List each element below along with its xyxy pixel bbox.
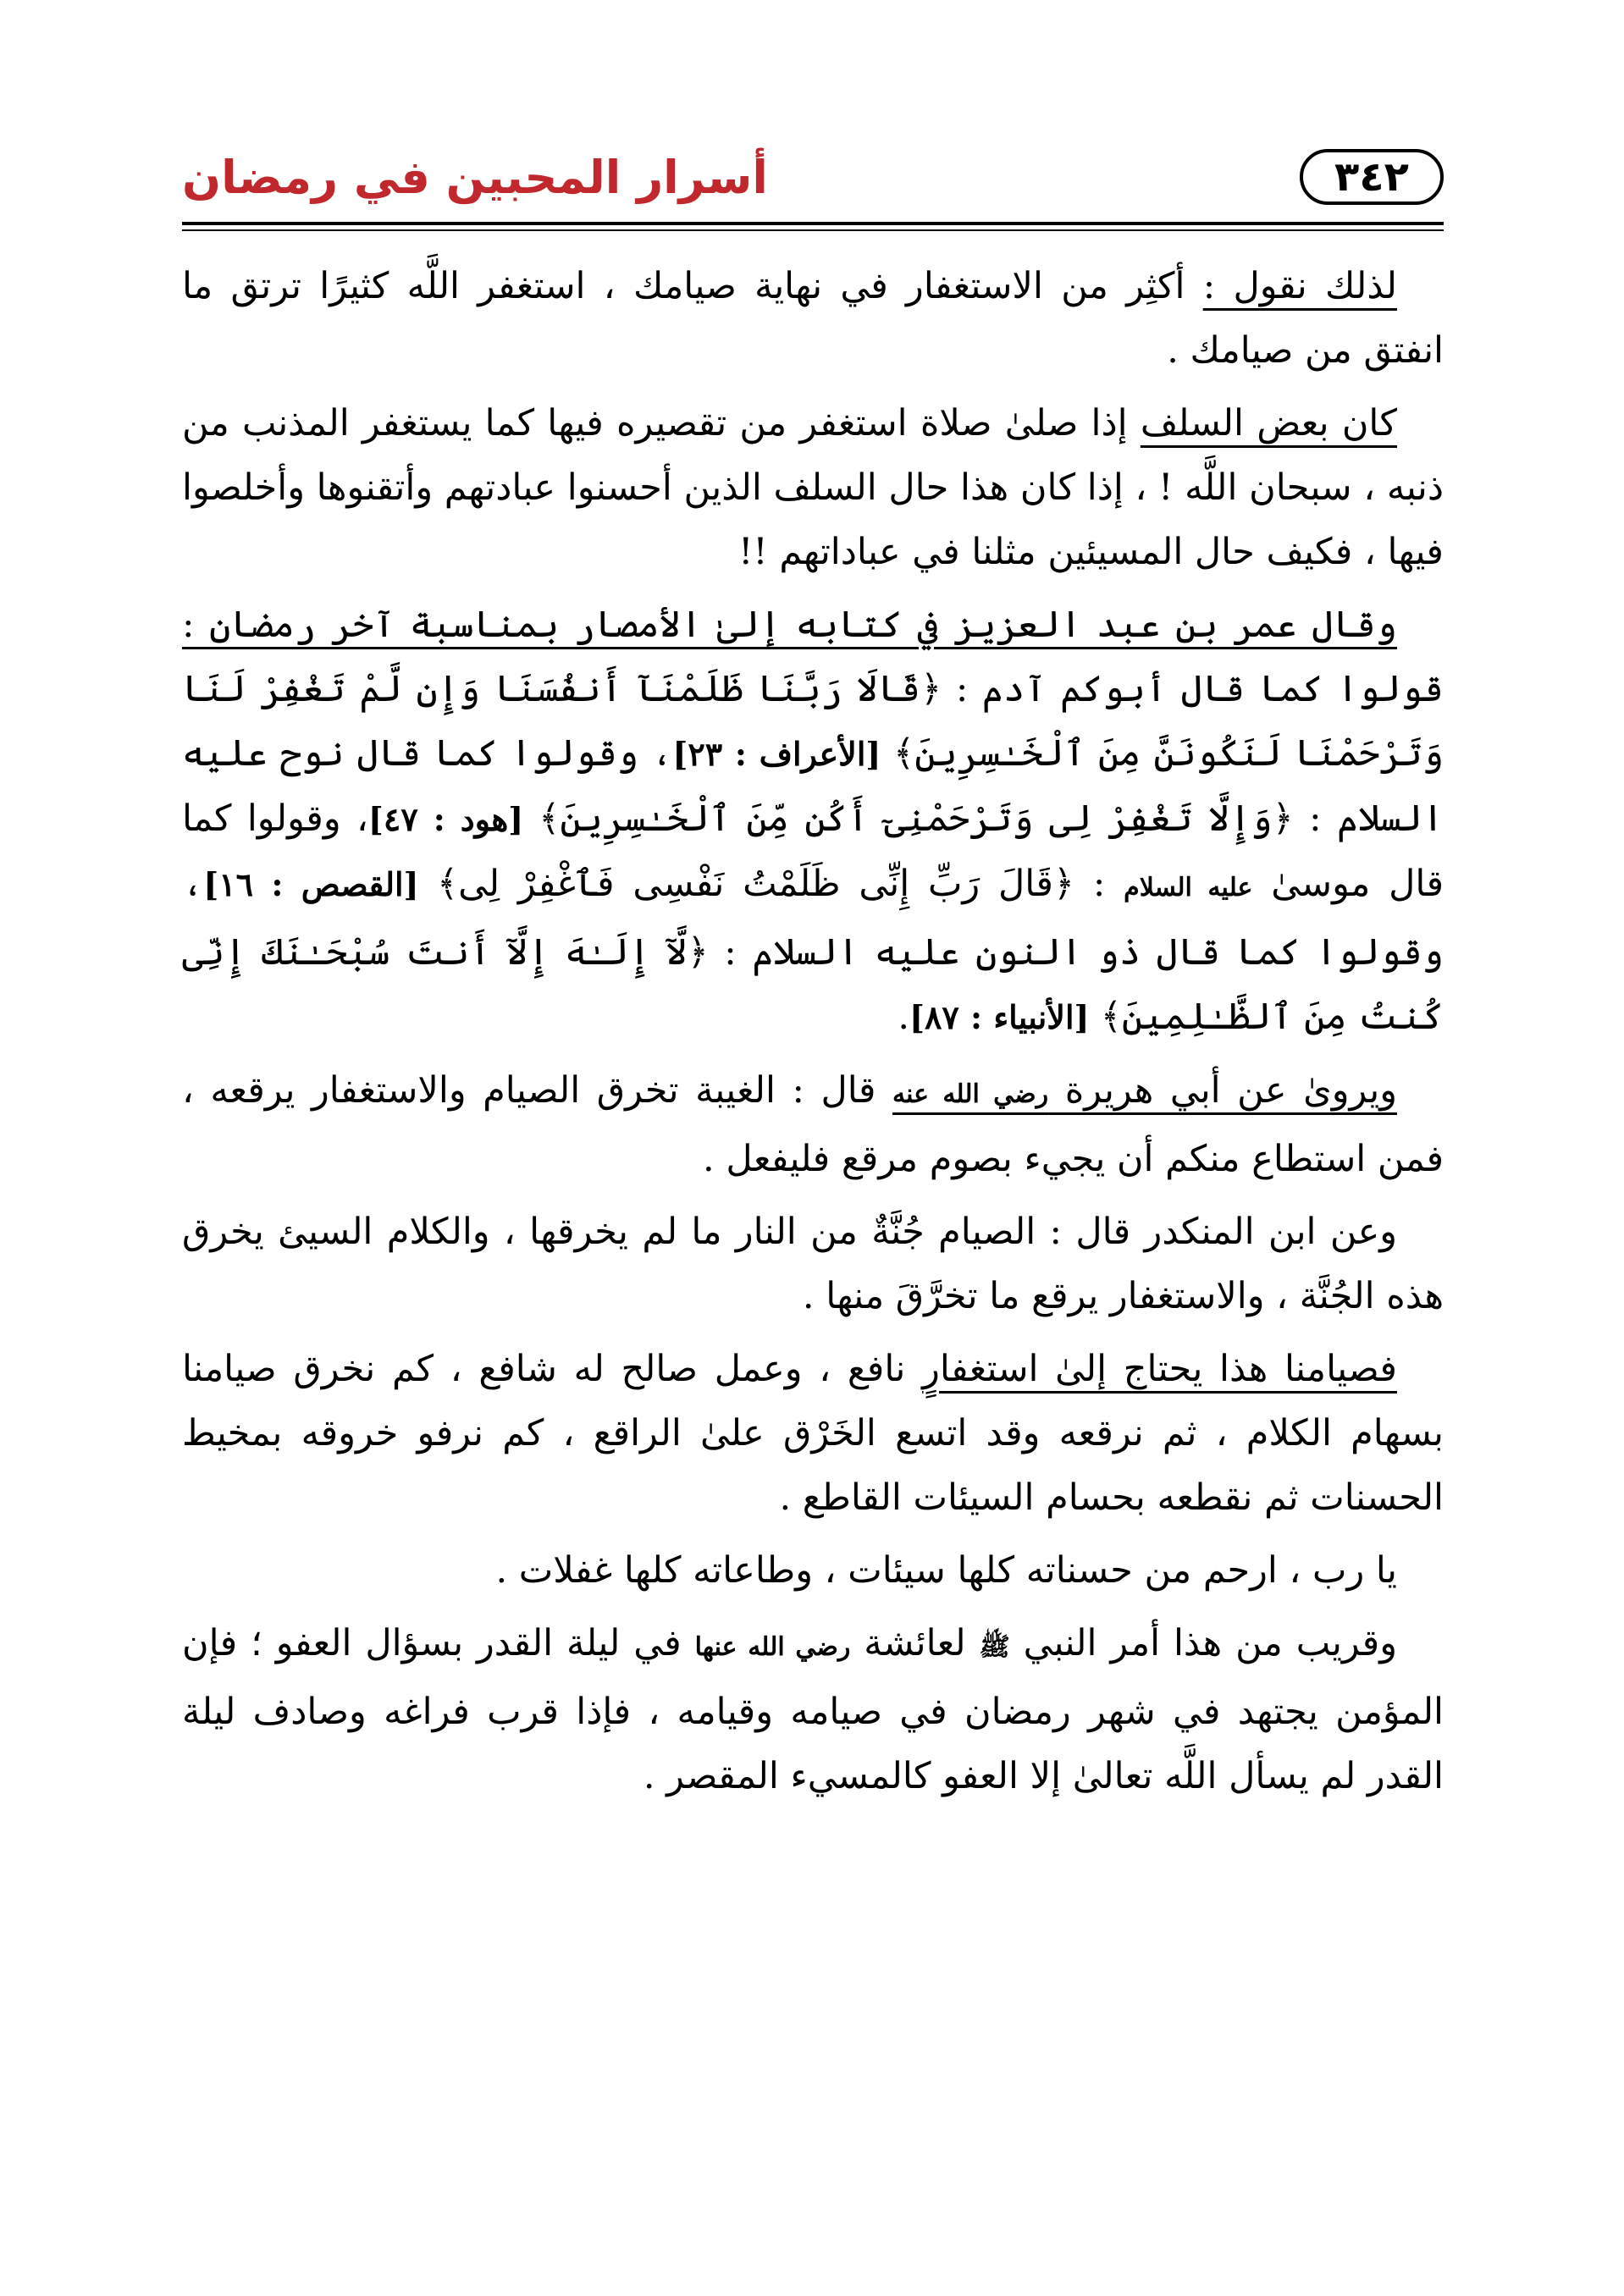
page-header [182, 142, 1444, 223]
paragraph-7 [182, 1538, 1444, 1603]
paragraph-3 [182, 593, 1444, 1050]
quran-verse-4: ﴿لَّآ إِلَـٰهَ إِلَّآ أَنتَ سُبْحَـٰنَكَ إِنِّى كُنتُ مِنَ ٱلظَّـٰلِمِينَ﴾ [182, 931, 1444, 1038]
paragraph-8-text-1: وقريب من هذا أمر النبي [1009, 1622, 1397, 1664]
paragraph-7-text: يا رب ، ارحم من حسناته كلها سيئات ، وطاعاته كلها غفلات . [495, 1549, 1397, 1592]
paragraph-2 [182, 391, 1444, 584]
quran-verse-2: ﴿وَإِلَّا تَغْفِرْ لِى وَتَرْحَمْنِىٓ أَكُن مِّنَ ٱلْخَـٰسِرِينَ﴾ [539, 798, 1294, 840]
verse-ref-1: [الأعراف : ٢٣] [672, 735, 894, 773]
paragraph-6-lead: فصيامنا هذا يحتاج إلىٰ استغفارٍ [922, 1348, 1397, 1390]
honorific-glyph: رضي الله عنها [694, 1632, 851, 1662]
honorific-glyph: عليه السلام [1124, 873, 1253, 902]
paragraph-3-text-3: ، وقولوا كما قال موسىٰ [182, 798, 1444, 905]
verse-ref-3: [القصص : ١٦] [203, 865, 437, 903]
paragraph-2-text: إذا صلىٰ صلاة استغفر من تقصيره فيها كما يستغفر المذنب من ذنبه ، سبحان اللَّه ! ، إذا كان هذا حال السلف الذين أحسنوا عبادتهم وأتقنوها وأخلصوا فيها ، فكيف حال المسيئين مثلنا في عباداتهم !! [182, 402, 1444, 573]
paragraph-8-text-3: في ليلة القدر بسؤال العفو ؛ فإن المؤمن يجتهد في شهر رمضان في صيامه وقيامه ، فإذا قرب فراغه وصادف ليلة القدر لم يسأل اللَّه تعالىٰ إلا العفو كالمسيء المقصر . [182, 1622, 1444, 1797]
paragraph-4-lead [892, 1069, 1397, 1112]
paragraph-3-text-2: ، وقولوا كما قال نوح عليه السلام : [182, 732, 1444, 840]
paragraph-1 [182, 254, 1444, 383]
paragraph-3-text-1: قولوا كما قال أبوكم آدم : [942, 668, 1444, 710]
header-rule-thin [182, 229, 1444, 231]
honorific-glyph: رضي الله عنه [892, 1079, 1049, 1109]
page-body [182, 254, 1444, 1817]
quran-verse-1: ﴿قَالَا رَبَّنَا ظَلَمْنَآ أَنفُسَنَا وَإِن لَّمْ تَغْفِرْ لَنَا وَتَرْحَمْنَا لَنَكُونَنَّ مِنَ ٱلْخَـٰسِرِينَ﴾ [182, 668, 1444, 775]
paragraph-5-text: وعن ابن المنكدر قال : الصيام جُنَّةٌ من النار ما لم يخرقها ، والكلام السيئ يخرق هذه الجُنَّة ، والاستغفار يرقع ما تخرَّقَ منها . [182, 1211, 1444, 1317]
paragraph-3-text-6: . [898, 996, 910, 1038]
verse-ref-2: [هود : ٤٧] [367, 800, 539, 838]
paragraph-3-text-5: ، وقولوا كما قال ذو النون عليه السلام : [182, 863, 1444, 974]
paragraph-6 [182, 1337, 1444, 1530]
header-rule-thick [182, 222, 1444, 225]
honorific-glyph: ﷺ [979, 1632, 1010, 1662]
paragraph-3-text-4: : [1074, 863, 1124, 905]
paragraph-5 [182, 1200, 1444, 1328]
paragraph-8-text-2: لعائشة [850, 1622, 980, 1664]
paragraph-4-text: قال : الغيبة تخرق الصيام والاستغفار يرقعه ، فمن استطاع منكم أن يجيء بصوم مرقع فليفعل . [182, 1069, 1444, 1180]
verse-ref-4: [الأنبياء : ٨٧] [909, 998, 1101, 1036]
page-number: ٣٤٢ [1300, 149, 1444, 205]
paragraph-4-lead-text: ويروىٰ عن أبي هريرة [1048, 1069, 1397, 1112]
paragraph-6-text: نافع ، وعمل صالح له شافع ، كم نخرق صيامنا بسهام الكلام ، ثم نرقعه وقد اتسع الخَرْق علىٰ الراقع ، كم نرفو خروقه بمخيط الحسنات ثم نقطعه بحسام السيئات القاطع . [182, 1348, 1444, 1519]
paragraph-2-lead: كان بعض السلف [1140, 402, 1397, 444]
paragraph-8 [182, 1611, 1444, 1808]
paragraph-3-lead: وقال عمر بن عبد العزيز في كتابه إلىٰ الأمصار بمناسبة آخر رمضان : [182, 604, 1397, 646]
paragraph-1-text: أكثِر من الاستغفار في نهاية صيامك ، استغفر اللَّه كثيرًا ترتق ما انفتق من صيامك . [182, 265, 1444, 372]
paragraph-1-lead: لذلك نقول : [1202, 265, 1397, 307]
quran-verse-3: ﴿قَالَ رَبِّ إِنِّى ظَلَمْتُ نَفْسِى فَٱغْفِرْ لِى﴾ [436, 863, 1075, 905]
book-title: أسرار المحبين في رمضان [182, 151, 768, 204]
paragraph-4 [182, 1058, 1444, 1191]
